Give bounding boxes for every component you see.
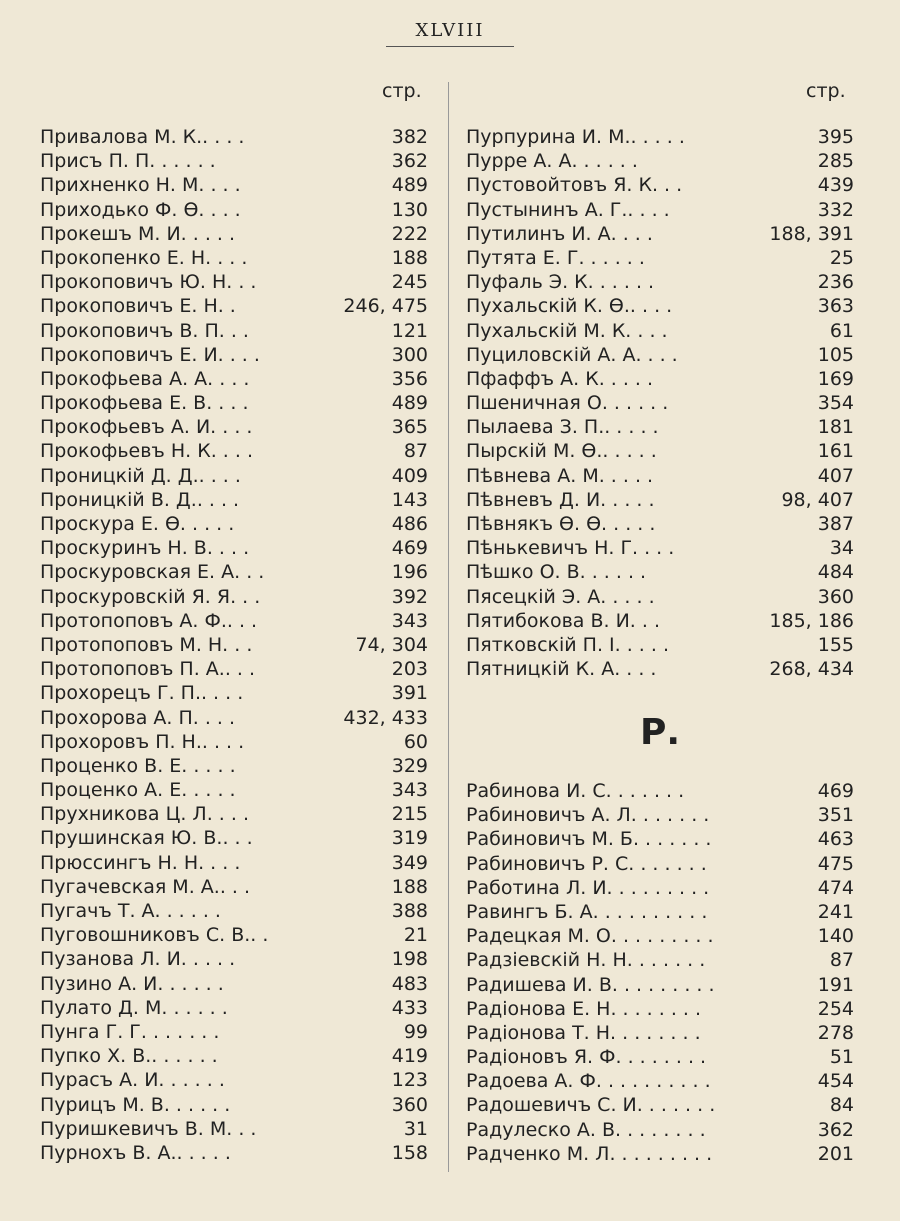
entry-name: Прохорова А. П. . . . xyxy=(40,706,236,729)
entry-pages: 246, 475 xyxy=(343,295,428,318)
entry-pages: 105 xyxy=(817,343,854,366)
entry-pages: 241 xyxy=(817,900,854,923)
index-entry xyxy=(40,754,428,778)
entry-pages: 486 xyxy=(391,513,428,535)
section-letter: Р. xyxy=(639,712,681,753)
entry-name: Пуциловскій А. А. . . . xyxy=(466,343,678,366)
entry-name: Пузино А. И. . . . . . xyxy=(40,972,224,995)
entry-pages: 198 xyxy=(391,948,428,971)
entry-name: Рабиновичъ М. Б. . . . . . . xyxy=(466,828,712,851)
entry-name: Прокофьева А. А. . . . xyxy=(40,367,250,390)
entry-pages: 84 xyxy=(829,1094,854,1117)
entry-pages: 285 xyxy=(817,150,854,173)
entry-name: Рабиновичъ Р. С. . . . . . . xyxy=(466,852,707,875)
entry-pages: 489 xyxy=(391,174,428,197)
entry-name: Пясецкій Э. А. . . . . xyxy=(466,585,655,608)
entry-pages: 469 xyxy=(391,537,428,560)
entry-name: Присъ П. П. . . . . . xyxy=(40,150,216,173)
index-entry xyxy=(40,875,428,899)
index-entry xyxy=(466,876,854,900)
entry-name: Прушинская Ю. В.. . . xyxy=(40,827,253,850)
entry-pages: 349 xyxy=(391,851,428,874)
entry-name: Рабинова И. С. . . . . . . xyxy=(466,780,685,802)
entry-name: Прохорецъ Г. П.. . . . xyxy=(40,682,244,705)
entry-pages: 351 xyxy=(817,804,854,827)
entry-pages: 484 xyxy=(817,561,854,584)
entry-pages: 362 xyxy=(817,1118,854,1141)
index-entry xyxy=(466,1021,854,1045)
index-entry xyxy=(40,826,428,850)
index-entry xyxy=(40,222,428,246)
entry-name: Путята Е. Г. . . . . . xyxy=(466,246,645,269)
left-column-header: стр. xyxy=(382,80,422,102)
index-entry xyxy=(466,827,854,851)
index-entry xyxy=(466,488,854,512)
index-entry xyxy=(40,149,428,173)
index-entry xyxy=(466,125,854,149)
entry-name: Пурре А. А. . . . . . xyxy=(466,150,638,173)
index-entry xyxy=(40,585,428,609)
index-entry xyxy=(40,439,428,463)
entry-pages: 51 xyxy=(829,1046,854,1069)
entry-name: Радіонова Т. Н. . . . . . . . xyxy=(466,1021,701,1044)
index-entry xyxy=(466,294,854,318)
entry-pages: 365 xyxy=(391,416,428,439)
index-entry xyxy=(466,1142,854,1166)
entry-name: Пухальскій К. Ө.. . . . xyxy=(466,295,673,318)
entry-name: Пугачевская М. А.. . . xyxy=(40,875,251,898)
entry-name: Пятницкій К. А. . . . xyxy=(466,658,657,681)
entry-name: Прокоповичъ Ю. Н. . . xyxy=(40,271,257,294)
entry-name: Пятибокова В. И. . . xyxy=(466,609,660,632)
entry-pages: 155 xyxy=(817,633,854,656)
index-entry xyxy=(466,1069,854,1093)
index-entry xyxy=(40,923,428,947)
entry-pages: 387 xyxy=(817,513,854,535)
entry-name: Прокоповичъ В. П. . . xyxy=(40,319,249,342)
entry-pages: 222 xyxy=(391,222,428,245)
entry-name: Прокофьевъ Н. К. . . . xyxy=(40,440,253,463)
index-entry xyxy=(40,681,428,705)
index-entry xyxy=(40,1044,428,1068)
right-column-header: стр. xyxy=(806,80,846,102)
entry-name: Пуговошниковъ С. В.. . xyxy=(40,924,269,947)
entry-name: Радишева И. В. . . . . . . . . xyxy=(466,973,715,996)
entry-name: Пухальскій М. К. . . . xyxy=(466,319,668,342)
index-entry xyxy=(466,439,854,463)
index-entry xyxy=(466,270,854,294)
entry-pages: 158 xyxy=(391,1141,428,1164)
entry-name: Пырскій М. Ө.. . . . . xyxy=(466,440,657,463)
index-entry xyxy=(466,633,854,657)
index-entry xyxy=(466,585,854,609)
entry-name: Радченко М. Л. . . . . . . . . xyxy=(466,1142,713,1165)
entry-pages: 391 xyxy=(391,682,428,705)
entry-pages: 188 xyxy=(391,875,428,898)
index-entry xyxy=(466,609,854,633)
entry-pages: 98, 407 xyxy=(781,488,854,511)
index-entry xyxy=(40,778,428,802)
index-entry xyxy=(40,802,428,826)
entry-pages: 469 xyxy=(817,780,854,802)
entry-name: Пфаффъ А. К. . . . . xyxy=(466,367,654,390)
index-entry xyxy=(466,173,854,197)
entry-name: Прокоповичъ Е. Н. . xyxy=(40,295,236,318)
entry-name: Проценко В. Е. . . . . xyxy=(40,754,236,777)
entry-pages: 433 xyxy=(391,996,428,1019)
entry-pages: 407 xyxy=(817,464,854,487)
entry-pages: 188, 391 xyxy=(769,222,854,245)
entry-name: Проценко А. Е. . . . . xyxy=(40,779,236,802)
entry-pages: 463 xyxy=(817,828,854,851)
entry-name: Пурнохъ В. А.. . . . . xyxy=(40,1141,231,1164)
entry-name: Проскура Е. Ө. . . . . xyxy=(40,513,235,535)
entry-name: Пустовойтовъ Я. К. . . xyxy=(466,174,683,197)
entry-name: Пунга Г. Г. . . . . . . xyxy=(40,1020,220,1043)
entry-pages: 87 xyxy=(403,440,428,463)
entry-pages: 388 xyxy=(391,900,428,922)
entry-pages: 203 xyxy=(391,658,428,681)
entry-name: Проскуровскій Я. Я. . . xyxy=(40,585,261,608)
index-entry xyxy=(40,996,428,1020)
index-entry xyxy=(40,706,428,730)
index-entry xyxy=(40,343,428,367)
entry-name: Пѣшко О. В. . . . . . xyxy=(466,561,647,584)
entry-name: Пупко Х. В.. . . . . . xyxy=(40,1045,218,1068)
entry-name: Проскуровская Е. А. . . xyxy=(40,561,265,584)
r-section-column xyxy=(466,779,854,1166)
entry-name: Пурасъ А. И. . . . . . xyxy=(40,1069,225,1092)
index-entry xyxy=(466,803,854,827)
index-entry xyxy=(466,924,854,948)
entry-pages: 439 xyxy=(817,174,854,197)
entry-name: Прихненко Н. М. . . . xyxy=(40,174,241,197)
index-entry xyxy=(40,1093,428,1117)
index-entry xyxy=(466,1045,854,1069)
index-entry xyxy=(466,973,854,997)
entry-pages: 354 xyxy=(817,392,854,415)
index-entry xyxy=(466,367,854,391)
entry-pages: 343 xyxy=(391,609,428,632)
entry-name: Проницкій В. Д.. . . . xyxy=(40,488,240,511)
index-entry xyxy=(40,633,428,657)
index-entry xyxy=(40,609,428,633)
entry-name: Пурпурина И. М.. . . . . xyxy=(466,126,685,148)
column-divider xyxy=(448,82,449,1172)
entry-name: Работина Л. И. . . . . . . . . xyxy=(466,876,710,899)
index-entry xyxy=(466,997,854,1021)
entry-name: Радіоновъ Я. Ф. . . . . . . . xyxy=(466,1046,707,1069)
index-entry xyxy=(40,294,428,318)
index-entry xyxy=(40,391,428,415)
entry-pages: 99 xyxy=(403,1020,428,1043)
index-entry xyxy=(466,343,854,367)
entry-name: Пѣвневъ Д. И. . . . . xyxy=(466,488,655,511)
entry-name: Прухникова Ц. Л. . . . xyxy=(40,803,249,826)
entry-name: Прюссингъ Н. Н. . . . xyxy=(40,851,241,874)
entry-name: Прокоповичъ Е. И. . . . xyxy=(40,343,260,366)
entry-pages: 181 xyxy=(817,416,854,439)
entry-pages: 343 xyxy=(391,779,428,802)
entry-name: Пуришкевичъ В. М. . . xyxy=(40,1117,257,1140)
entry-name: Радулеско А. В. . . . . . . . xyxy=(466,1118,706,1141)
index-entry xyxy=(40,536,428,560)
entry-name: Прокофьева Е. В. . . . xyxy=(40,392,249,415)
index-entry xyxy=(466,512,854,536)
entry-name: Радошевичъ С. И. . . . . . . xyxy=(466,1094,716,1117)
entry-pages: 25 xyxy=(829,246,854,269)
index-entry xyxy=(466,198,854,222)
entry-name: Привалова М. К.. . . . xyxy=(40,126,245,148)
entry-name: Равингъ Б. А. . . . . . . . . . xyxy=(466,900,708,923)
index-entry xyxy=(40,1117,428,1141)
index-entry xyxy=(40,367,428,391)
index-entry xyxy=(466,560,854,584)
entry-pages: 483 xyxy=(391,972,428,995)
entry-pages: 254 xyxy=(817,997,854,1020)
index-entry xyxy=(40,488,428,512)
index-entry xyxy=(40,899,428,923)
entry-name: Пурицъ М. В. . . . . . xyxy=(40,1093,231,1116)
index-entry xyxy=(40,1068,428,1092)
entry-pages: 215 xyxy=(391,803,428,826)
right-index-column xyxy=(466,125,854,681)
entry-pages: 356 xyxy=(391,367,428,390)
entry-pages: 188 xyxy=(391,246,428,269)
index-entry xyxy=(466,852,854,876)
index-entry xyxy=(40,125,428,149)
entry-pages: 362 xyxy=(391,150,428,173)
entry-pages: 475 xyxy=(817,852,854,875)
index-entry xyxy=(40,512,428,536)
page-number: XLVIII xyxy=(415,20,485,41)
entry-pages: 489 xyxy=(391,392,428,415)
index-entry xyxy=(466,415,854,439)
entry-pages: 245 xyxy=(391,271,428,294)
entry-name: Прокофьевъ А. И. . . . xyxy=(40,416,253,439)
entry-pages: 395 xyxy=(817,126,854,148)
entry-name: Пуфаль Э. К. . . . . . xyxy=(466,271,655,294)
entry-pages: 268, 434 xyxy=(769,658,854,681)
index-entry xyxy=(466,657,854,681)
entry-pages: 196 xyxy=(391,561,428,584)
entry-name: Пылаева З. П.. . . . . xyxy=(466,416,659,439)
index-entry xyxy=(466,464,854,488)
entry-name: Пѣнькевичъ Н. Г. . . . xyxy=(466,537,675,560)
entry-pages: 319 xyxy=(391,827,428,850)
entry-pages: 121 xyxy=(391,319,428,342)
entry-name: Проскуринъ Н. В. . . . xyxy=(40,537,250,560)
entry-pages: 169 xyxy=(817,367,854,390)
entry-name: Проницкій Д. Д.. . . . xyxy=(40,464,241,487)
entry-pages: 61 xyxy=(829,319,854,342)
entry-name: Пшеничная О. . . . . . xyxy=(466,392,669,415)
entry-name: Пятковскій П. I. . . . . xyxy=(466,633,669,656)
header-rule xyxy=(386,46,514,47)
entry-name: Путилинъ И. А. . . . xyxy=(466,222,653,245)
index-entry xyxy=(466,1093,854,1117)
entry-name: Пѣвнева А. М. . . . . xyxy=(466,464,654,487)
entry-pages: 392 xyxy=(391,585,428,608)
index-entry xyxy=(40,560,428,584)
entry-pages: 191 xyxy=(817,973,854,996)
entry-pages: 409 xyxy=(391,464,428,487)
entry-pages: 21 xyxy=(403,924,428,947)
entry-pages: 419 xyxy=(391,1045,428,1068)
entry-pages: 185, 186 xyxy=(769,609,854,632)
index-entry xyxy=(466,391,854,415)
entry-pages: 332 xyxy=(817,198,854,221)
index-entry xyxy=(40,198,428,222)
entry-pages: 161 xyxy=(817,440,854,463)
entry-name: Радоева А. Ф. . . . . . . . . . xyxy=(466,1070,711,1093)
left-index-column xyxy=(40,125,428,1165)
index-entry xyxy=(40,657,428,681)
index-entry xyxy=(466,948,854,972)
entry-pages: 201 xyxy=(817,1142,854,1165)
entry-pages: 360 xyxy=(391,1093,428,1116)
entry-name: Прокопенко Е. Н. . . . xyxy=(40,246,248,269)
entry-name: Пѣвнякъ Ө. Ө. . . . . xyxy=(466,513,656,535)
entry-name: Пустынинъ А. Г.. . . . xyxy=(466,198,670,221)
entry-pages: 74, 304 xyxy=(355,633,428,656)
index-entry xyxy=(40,173,428,197)
index-entry xyxy=(40,730,428,754)
index-entry xyxy=(466,222,854,246)
index-entry xyxy=(466,1118,854,1142)
entry-name: Пузанова Л. И. . . . . xyxy=(40,948,236,971)
index-entry xyxy=(466,246,854,270)
entry-pages: 432, 433 xyxy=(343,706,428,729)
entry-name: Приходько Ф. Ө. . . . xyxy=(40,198,241,221)
index-entry xyxy=(40,947,428,971)
entry-name: Прокешъ М. И. . . . . xyxy=(40,222,236,245)
index-entry xyxy=(40,972,428,996)
index-entry xyxy=(466,536,854,560)
index-entry xyxy=(466,900,854,924)
index-entry xyxy=(40,270,428,294)
index-entry xyxy=(40,464,428,488)
entry-name: Рабиновичъ А. Л. . . . . . . xyxy=(466,804,710,827)
entry-name: Пулато Д. М. . . . . . xyxy=(40,996,228,1019)
index-entry xyxy=(40,851,428,875)
entry-pages: 474 xyxy=(817,876,854,899)
entry-name: Пугачъ Т. А. . . . . . xyxy=(40,900,221,922)
entry-pages: 360 xyxy=(817,585,854,608)
entry-pages: 31 xyxy=(403,1117,428,1140)
entry-pages: 278 xyxy=(817,1021,854,1044)
index-entry xyxy=(40,415,428,439)
index-entry xyxy=(466,149,854,173)
entry-name: Протопоповъ П. А.. . . xyxy=(40,658,256,681)
entry-pages: 123 xyxy=(391,1069,428,1092)
entry-name: Протопоповъ А. Ф.. . . xyxy=(40,609,258,632)
index-entry xyxy=(40,1141,428,1165)
entry-pages: 34 xyxy=(829,537,854,560)
index-entry xyxy=(40,1020,428,1044)
index-entry xyxy=(40,319,428,343)
index-entry xyxy=(466,779,854,803)
entry-pages: 130 xyxy=(391,198,428,221)
entry-name: Радіонова Е. Н. . . . . . . . xyxy=(466,997,702,1020)
entry-pages: 382 xyxy=(391,126,428,148)
entry-name: Радецкая М. О. . . . . . . . . xyxy=(466,925,714,948)
entry-pages: 87 xyxy=(829,949,854,972)
entry-pages: 329 xyxy=(391,754,428,777)
entry-pages: 363 xyxy=(817,295,854,318)
entry-pages: 236 xyxy=(817,271,854,294)
entry-pages: 300 xyxy=(391,343,428,366)
entry-name: Прохоровъ П. Н.. . . . xyxy=(40,730,245,753)
index-entry xyxy=(466,319,854,343)
index-entry xyxy=(40,246,428,270)
entry-name: Радзіевскій Н. Н. . . . . . . xyxy=(466,949,706,972)
entry-pages: 60 xyxy=(403,730,428,753)
entry-pages: 143 xyxy=(391,488,428,511)
entry-pages: 454 xyxy=(817,1070,854,1093)
entry-pages: 140 xyxy=(817,925,854,948)
entry-name: Протопоповъ М. Н. . . xyxy=(40,633,253,656)
